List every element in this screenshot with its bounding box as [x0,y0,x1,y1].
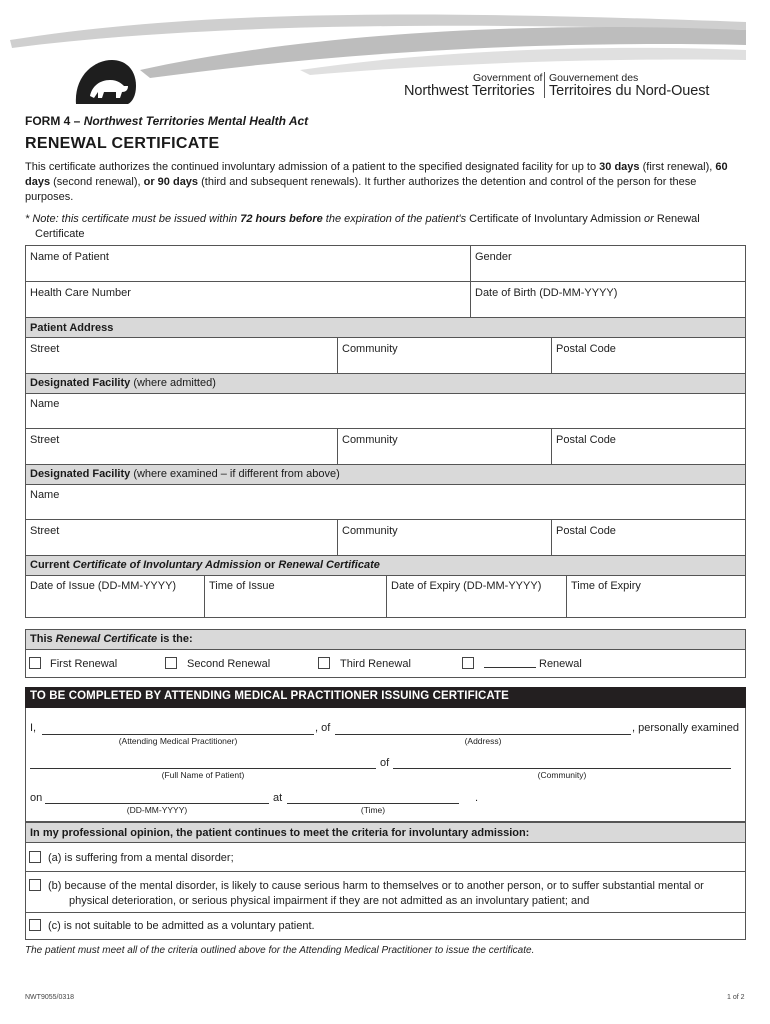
criteria-a-checkbox[interactable] [29,851,41,863]
facility-admitted-name-field[interactable]: Name [30,398,60,410]
criteria-b-label-line1: (b) because of the mental disorder, is likely to cause serious harm to themselves or to another person, or to suffer substantial mental or [48,880,704,892]
health-care-number-field[interactable]: Health Care Number [30,287,131,299]
criteria-c-label: (c) is not suitable to be admitted as a voluntary patient. [48,920,315,932]
caption-fullname: (Full Name of Patient) [161,770,245,780]
second-renewal-checkbox[interactable] [165,657,177,669]
caption-practitioner: (Attending Medical Practitioner) [118,736,238,746]
date-of-issue-field[interactable]: Date of Issue (DD-MM-YYYY) [30,580,177,592]
patient-name-field[interactable]: Name of Patient [30,251,109,263]
facility-admitted-street-field[interactable]: Street [30,434,60,446]
patient-postal-field[interactable]: Postal Code [556,343,616,355]
second-renewal-label: Second Renewal [187,658,271,670]
of-label: , of [315,722,331,734]
practitioner-band-title: TO BE COMPLETED BY ATTENDING MEDICAL PRACTITIONER ISSUING CERTIFICATE [30,690,509,702]
row-divider [25,912,746,913]
row-divider [25,871,746,872]
row-divider [25,281,746,282]
other-renewal-number-line[interactable] [484,667,536,668]
period-label: . [475,792,479,804]
col-divider [386,576,387,618]
time-of-issue-field[interactable]: Time of Issue [209,580,275,592]
row-divider [25,428,746,429]
form-code: NWT9055/0318 [25,994,75,1001]
facility-examined-name-field[interactable]: Name [30,489,60,501]
col-divider [470,245,471,317]
col-divider [551,428,552,464]
practitioner-address-line[interactable] [335,734,631,735]
criteria-a-label: (a) is suffering from a mental disorder; [48,852,234,864]
current-cert-header: Current Certificate of Involuntary Admission or Renewal Certificate [30,559,380,571]
patient-fullname-line[interactable] [30,768,376,769]
on-label: on [30,792,43,804]
criteria-b-checkbox[interactable] [29,879,41,891]
criteria-b-label-line2: physical deterioration, or serious physical impairment if they are not admitted as an involuntary patient; and [69,895,590,907]
time-of-expiry-field[interactable]: Time of Expiry [571,580,641,592]
exam-date-line[interactable] [45,803,269,804]
form-number: FORM 4 – Northwest Territories Mental Health Act [25,114,309,128]
note-paragraph: * Note: this certificate must be issued within 72 hours before the expiration of the patient's Certificate of Involuntary Admission or Renewal Certificate [25,213,700,240]
facility-admitted-postal-field[interactable]: Postal Code [556,434,616,446]
col-divider [551,338,552,373]
practitioner-name-line[interactable] [42,734,314,735]
col-divider [204,576,205,618]
page-title: RENEWAL CERTIFICATE [25,135,220,152]
date-of-expiry-field[interactable]: Date of Expiry (DD-MM-YYYY) [391,580,542,592]
patient-address-header: Patient Address [30,322,114,334]
date-of-birth-field[interactable]: Date of Birth (DD-MM-YYYY) [475,287,618,299]
renewal-type-header: This Renewal Certificate is the: [30,633,193,645]
caption-community: (Community) [537,770,587,780]
gov-en-small: Government of [473,72,543,84]
exam-time-line[interactable] [287,803,459,804]
caption-time: (Time) [360,805,386,815]
criteria-c-checkbox[interactable] [29,919,41,931]
gov-en-big: Northwest Territories [404,83,535,99]
facility-examined-postal-field[interactable]: Postal Code [556,525,616,537]
facility-examined-community-field[interactable]: Community [342,525,398,537]
gov-divider [544,72,545,98]
gov-fr-big: Territoires du Nord-Ouest [549,83,710,99]
nwt-bear-logo [74,56,138,106]
patient-community-field[interactable]: Community [342,343,398,355]
caption-address: (Address) [464,736,502,746]
examined-label: , personally examined [632,722,740,734]
other-renewal-checkbox[interactable] [462,657,474,669]
col-divider [337,519,338,555]
col-divider [551,519,552,555]
facility-admitted-header: Designated Facility (where admitted) [30,377,216,389]
criteria-header: In my professional opinion, the patient continues to meet the criteria for involuntary admission: [30,827,530,839]
third-renewal-label: Third Renewal [340,658,411,670]
facility-examined-header: Designated Facility (where examined – if different from above) [30,468,340,480]
page-number: 1 of 2 [727,994,745,1001]
row-divider [25,519,746,520]
caption-date: (DD-MM-YYYY) [126,805,188,815]
gender-field[interactable]: Gender [475,251,512,263]
facility-examined-street-field[interactable]: Street [30,525,60,537]
i-label: I, [30,722,37,734]
third-renewal-checkbox[interactable] [318,657,330,669]
other-renewal-label: Renewal [539,658,582,670]
at-label: at [273,792,283,804]
intro-paragraph: This certificate authorizes the continued involuntary admission of a patient to the specified designated facility for up to 30 days (first renewal), 60 days (second renewal), or 90 days (third and subsequent renewals). It further authorizes the detention and control of the person for these purposes. [25,161,728,203]
criteria-footer-note: The patient must meet all of the criteria outlined above for the Attending Medical Practitioner to issue the certificate. [25,945,535,956]
col-divider [566,576,567,618]
gov-fr-small: Gouvernement des [549,72,639,84]
patient-community-line[interactable] [393,768,731,769]
facility-admitted-community-field[interactable]: Community [342,434,398,446]
col-divider [337,428,338,464]
first-renewal-label: First Renewal [50,658,118,670]
of-label-2: of [380,757,390,769]
patient-address-band [26,317,745,338]
patient-street-field[interactable]: Street [30,343,60,355]
first-renewal-checkbox[interactable] [29,657,41,669]
col-divider [337,338,338,373]
